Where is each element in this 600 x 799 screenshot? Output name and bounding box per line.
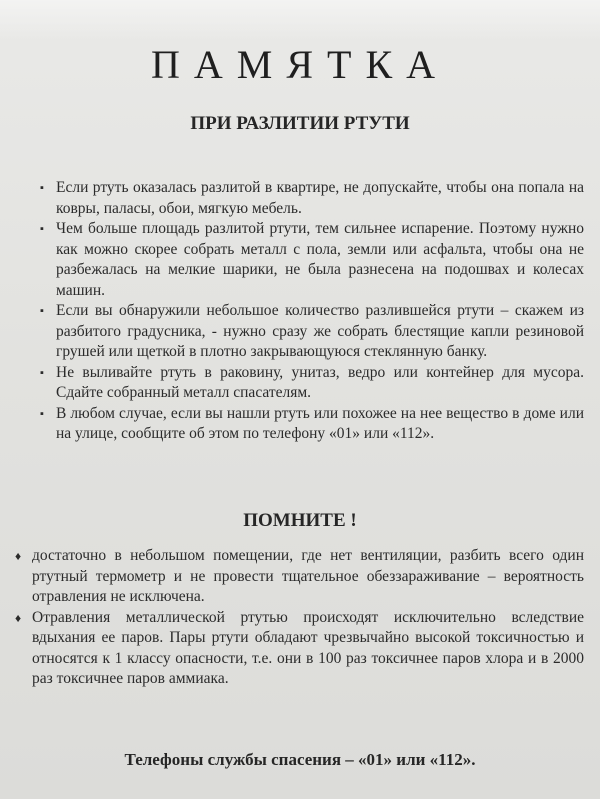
remember-text: Отравления металлической ртутью происходят исключительно вследствие вдыхания ее паров. Пары ртути обладают чрезвычайно высокой токсичностью и относятся к 1 классу опасности, т.е. они в 100 раз токсичнее паров хлора и в 2000 раз токсичнее паров аммиака. xyxy=(32,608,584,687)
page-title: ПАМЯТКА xyxy=(150,42,450,87)
remember-item xyxy=(14,608,584,690)
instruction-text: В любом случае, если вы нашли ртуть или похожее на нее вещество в доме или на улице, сообщите об этом по телефону «01» или «112». xyxy=(56,404,584,442)
instruction-text: Если ртуть оказалась разлитой в квартире, не допускайте, чтобы она попала на ковры, паласы, обои, мягкую мебель. xyxy=(56,179,584,217)
instruction-text: Чем больше площадь разлитой ртути, тем сильнее испарение. Поэтому нужно как можно скорее собрать металл с пола, земли или асфальта, чтобы она не разбежалась на мелкие шарики, не была разнесена на подошвах и колесах машин. xyxy=(56,220,584,299)
remember-item xyxy=(14,546,584,608)
square-bullet-icon: ▪ xyxy=(40,182,44,194)
square-bullet-icon: ▪ xyxy=(40,407,44,420)
instruction-text: Если вы обнаружили небольшое количество разлившейся ртути – скажем из разбитого градусника, - нужно сразу же собрать блестящие капли резиновой грушей или щеткой в плотно закрывающуюся стеклянную банку. xyxy=(56,302,584,360)
square-bullet-icon: ▪ xyxy=(40,223,44,235)
instruction-item xyxy=(36,404,584,445)
square-bullet-icon: ▪ xyxy=(40,366,44,379)
remember-text: достаточно в небольшом помещении, где нет вентиляции, разбить всего один ртутный термометр и не провести тщательное обеззараживание – вероятность отравления не исключена. xyxy=(32,547,584,605)
diamond-bullet-icon: ♦ xyxy=(15,549,22,563)
instruction-item xyxy=(36,219,584,301)
square-bullet-icon: ▪ xyxy=(40,305,44,317)
diamond-bullet-icon: ♦ xyxy=(15,610,22,625)
instruction-item xyxy=(36,363,584,404)
page-subtitle: ПРИ РАЗЛИТИИ РТУТИ xyxy=(190,113,410,134)
instruction-text: Не выливайте ртуть в раковину, унитаз, ведро или контейнер для мусора. Сдайте собранный металл спасателям. xyxy=(56,363,584,401)
rescue-phones-footer: Телефоны службы спасения – «01» или «112». xyxy=(124,750,476,769)
instruction-item xyxy=(36,301,584,363)
instruction-item xyxy=(36,178,584,219)
instructions-list xyxy=(36,178,584,445)
remember-heading: ПОМНИТЕ ! xyxy=(243,510,357,531)
remember-list xyxy=(14,546,584,690)
